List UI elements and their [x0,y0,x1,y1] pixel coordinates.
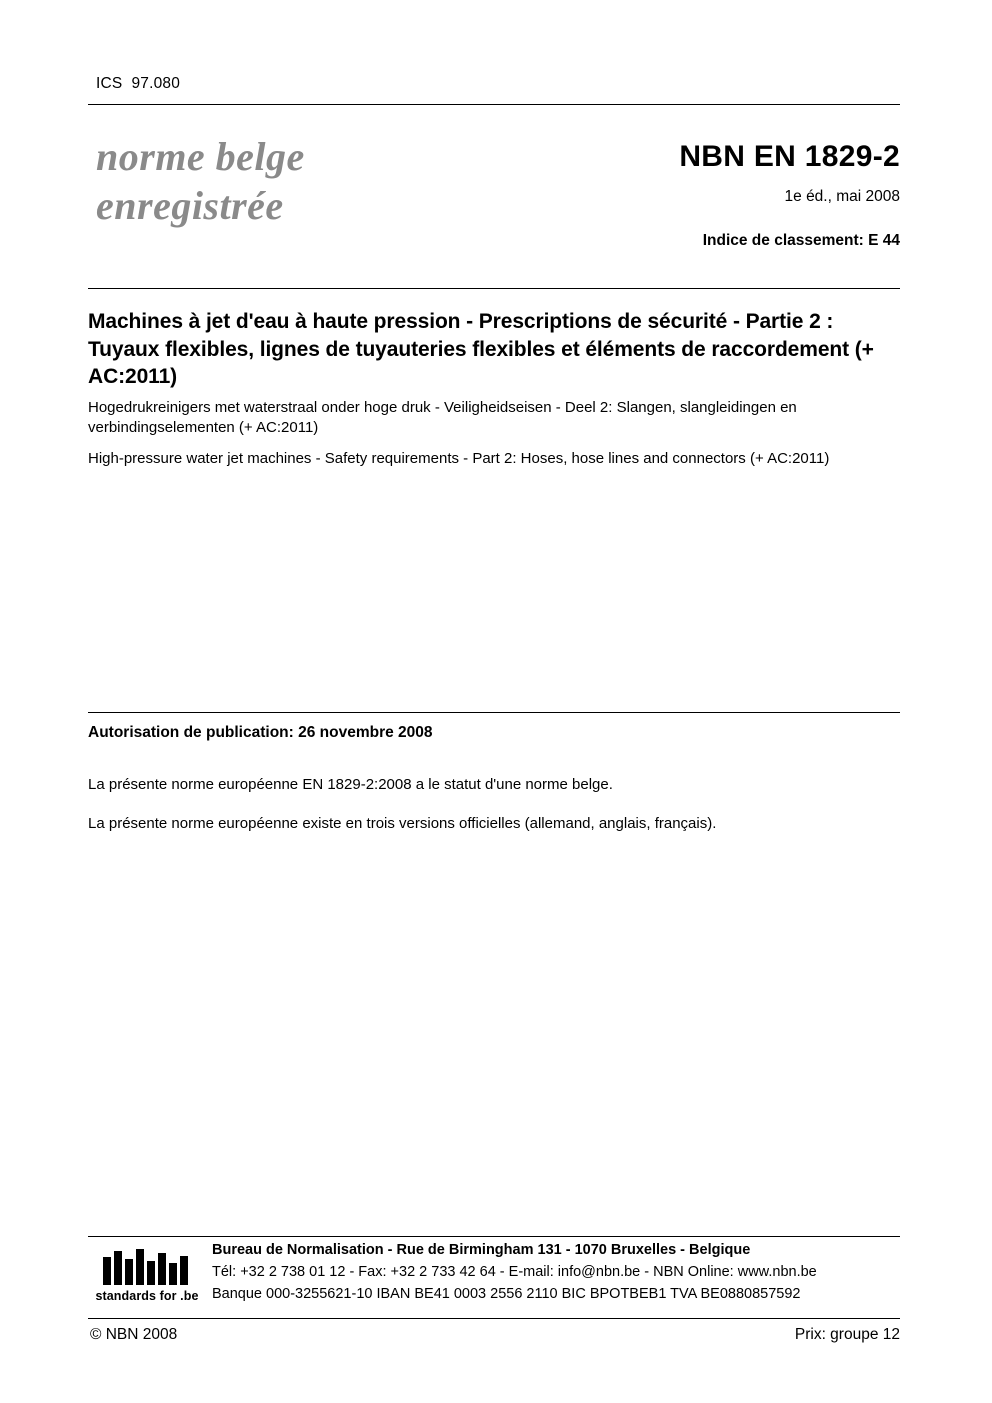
footer-address: Bureau de Normalisation - Rue de Birmingham 131 - 1070 Bruxelles - Belgique [212,1242,751,1258]
ics-value: 97.080 [131,75,181,92]
authorisation-line: Autorisation de publication: 26 novembre 2008 [88,724,433,741]
divider-title [88,288,900,289]
title-dutch: Hogedrukreinigers met waterstraal onder hoge druk - Veiligheidseisen - Deel 2: Slangen, slangleidingen en verbindingselementen (+ AC:2011) [88,399,797,436]
footer-contact-block [212,1240,902,1305]
classification-index: Indice de classement: E 44 [702,232,900,249]
nbn-logo [88,1247,206,1303]
masthead-line-2: enregistrée [96,182,284,228]
title-french: Machines à jet d'eau à haute pression - Prescriptions de sécurité - Partie 2 : Tuyaux flexibles, lignes de tuyauteries flexibles et éléments de raccordement (+ AC:2011) [88,310,874,389]
footer-bank: Banque 000-3255621-10 IBAN BE41 0003 2556 2110 BIC BPOTBEB1 TVA BE0880857592 [212,1285,801,1302]
standard-number: NBN EN 1829-2 [679,140,900,173]
masthead-norme-belge [96,133,305,231]
publication-paragraph-1: La présente norme européenne EN 1829-2:2008 a le statut d'une norme belge. [88,776,613,793]
masthead-line-1: norme belge [96,134,305,179]
divider-publication [88,712,900,713]
price-group: Prix: groupe 12 [794,1326,900,1343]
page-content [88,0,900,1403]
publication-paragraph-2: La présente norme européenne existe en trois versions officielles (allemand, anglais, français). [88,815,717,832]
ics-line [96,75,180,93]
ics-label: ICS [96,75,123,92]
nbn-logo-icon [99,1247,195,1287]
divider-top [88,104,900,105]
divider-bottom [88,1318,900,1319]
footer-contact: Tél: +32 2 738 01 12 - Fax: +32 2 733 42 64 - E-mail: info@nbn.be - NBN Online: www.nbn.be [212,1263,817,1280]
divider-footer [88,1236,900,1237]
edition-date: 1e éd., mai 2008 [784,188,900,205]
title-english: High-pressure water jet machines - Safety requirements - Part 2: Hoses, hose lines and connectors (+ AC:2011) [88,450,830,467]
logo-caption: standards for .be [95,1289,199,1303]
copyright-text: © NBN 2008 [90,1326,178,1343]
